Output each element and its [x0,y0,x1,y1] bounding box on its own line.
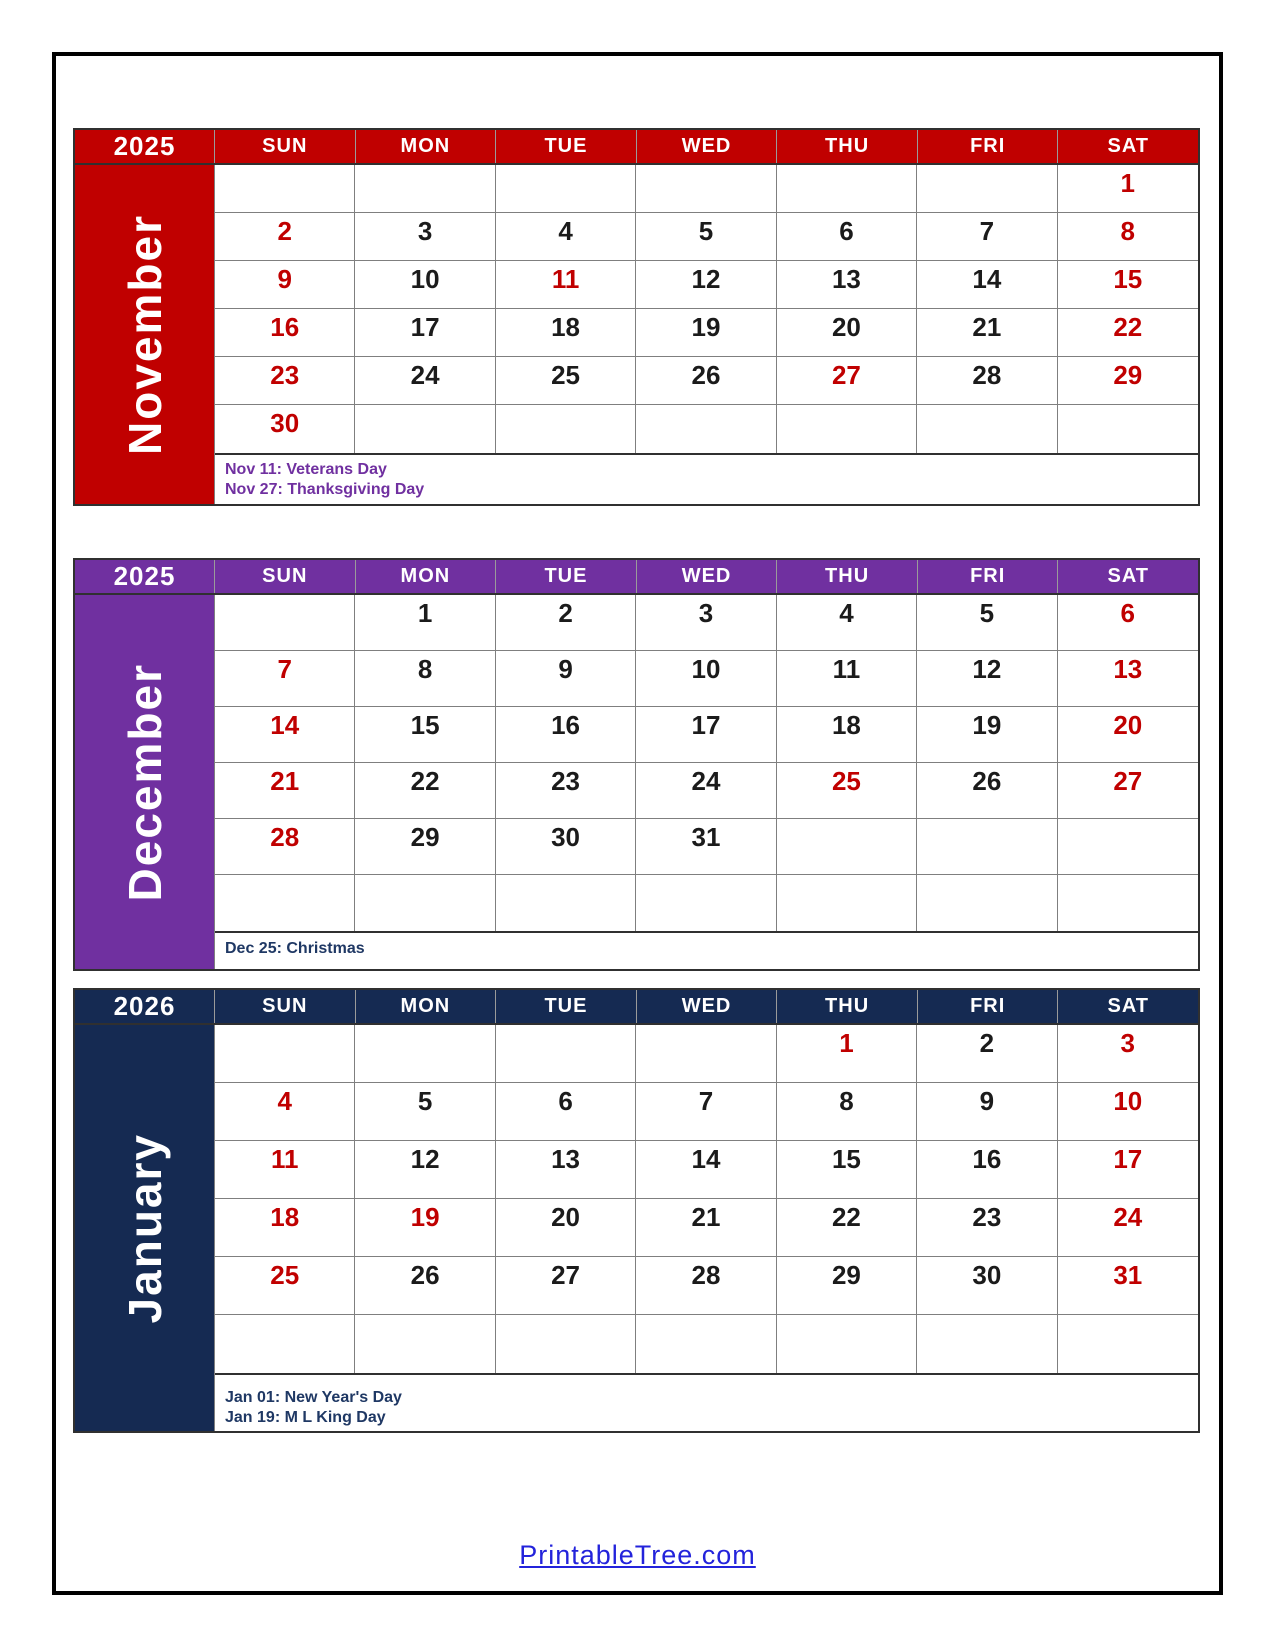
weekday-header-mon: MON [356,560,497,593]
month-name-vertical: November [118,214,171,455]
day-cell: 1 [1058,165,1198,213]
day-cell: 28 [917,357,1057,405]
day-cell-empty [917,875,1057,931]
weekday-header-row [75,560,1198,595]
day-cell: 22 [355,763,495,819]
month-name-vertical: January [118,1132,171,1324]
date-grid [215,595,1198,931]
day-cell: 17 [1058,1141,1198,1199]
month-body [75,595,1198,969]
day-cell-empty [636,1025,776,1083]
month-name-block [75,595,215,969]
day-cell: 5 [636,213,776,261]
month-name-block [75,1025,215,1431]
day-cell: 15 [1058,261,1198,309]
day-cell-empty [355,1025,495,1083]
holiday-note-line: Nov 27: Thanksgiving Day [225,481,425,498]
month-name-vertical: December [118,662,171,902]
weekday-header-row [75,130,1198,165]
page-footer [0,1540,1275,1571]
weekday-header-row [75,990,1198,1025]
day-cell: 17 [355,309,495,357]
day-cell: 6 [496,1083,636,1141]
day-cell-empty [636,875,776,931]
day-cell: 7 [917,213,1057,261]
day-cell: 1 [777,1025,917,1083]
day-cell: 30 [496,819,636,875]
day-cell: 24 [636,763,776,819]
day-cell: 4 [496,213,636,261]
day-cell: 11 [215,1141,355,1199]
day-cell: 5 [917,595,1057,651]
day-cell: 18 [496,309,636,357]
holiday-note-line: Nov 11: Veterans Day [225,461,387,478]
day-cell: 19 [917,707,1057,763]
holiday-notes [215,1373,1198,1431]
day-cell: 27 [496,1257,636,1315]
weekday-header-sun: SUN [215,990,356,1023]
day-cell: 30 [917,1257,1057,1315]
day-cell: 30 [215,405,355,453]
day-cell-empty [496,1025,636,1083]
day-cell-empty [917,165,1057,213]
month-body [75,165,1198,504]
day-cell-empty [215,1025,355,1083]
day-cell: 4 [777,595,917,651]
day-cell: 2 [215,213,355,261]
day-cell-empty [215,165,355,213]
day-cell-empty [496,875,636,931]
day-cell-empty [1058,405,1198,453]
holiday-notes [215,453,1198,504]
day-cell-empty [777,819,917,875]
day-cell: 16 [496,707,636,763]
weekday-header-sat: SAT [1058,130,1198,163]
day-cell: 12 [355,1141,495,1199]
date-grid [215,1025,1198,1373]
day-cell: 20 [1058,707,1198,763]
day-cell: 29 [777,1257,917,1315]
day-cell: 25 [215,1257,355,1315]
month-january-2026 [73,988,1200,1433]
day-cell-empty [636,1315,776,1373]
month-grid-area [215,165,1198,504]
day-cell: 8 [355,651,495,707]
day-cell: 18 [215,1199,355,1257]
day-cell-empty [777,405,917,453]
day-cell: 8 [777,1083,917,1141]
day-cell: 20 [496,1199,636,1257]
day-cell: 10 [636,651,776,707]
day-cell: 19 [355,1199,495,1257]
day-cell: 5 [355,1083,495,1141]
day-cell: 15 [355,707,495,763]
day-cell: 11 [496,261,636,309]
day-cell: 2 [496,595,636,651]
day-cell: 16 [917,1141,1057,1199]
footer-link[interactable]: PrintableTree.com [519,1540,756,1570]
day-cell: 18 [777,707,917,763]
holiday-note-line: Dec 25: Christmas [225,940,365,957]
day-cell: 7 [636,1083,776,1141]
weekday-header-wed: WED [637,560,778,593]
day-cell-empty [1058,875,1198,931]
holiday-note-line: Jan 01: New Year's Day [225,1389,402,1406]
day-cell-empty [1058,819,1198,875]
day-cell-empty [215,875,355,931]
weekday-header-tue: TUE [496,560,637,593]
day-cell: 23 [496,763,636,819]
month-body [75,1025,1198,1431]
day-cell: 9 [917,1083,1057,1141]
day-cell: 8 [1058,213,1198,261]
day-cell: 3 [1058,1025,1198,1083]
year-label: 2025 [75,560,215,593]
day-cell-empty [215,595,355,651]
day-cell: 28 [215,819,355,875]
day-cell: 4 [215,1083,355,1141]
day-cell: 6 [1058,595,1198,651]
day-cell: 29 [355,819,495,875]
day-cell: 25 [777,763,917,819]
day-cell-empty [636,405,776,453]
day-cell-empty [496,165,636,213]
year-label: 2026 [75,990,215,1023]
weekday-header-sun: SUN [215,130,356,163]
weekday-header-sat: SAT [1058,990,1198,1023]
day-cell: 6 [777,213,917,261]
day-cell: 21 [917,309,1057,357]
year-label: 2025 [75,130,215,163]
day-cell: 15 [777,1141,917,1199]
day-cell-empty [917,819,1057,875]
weekday-header-fri: FRI [918,560,1059,593]
weekday-header-tue: TUE [496,990,637,1023]
weekday-header-fri: FRI [918,990,1059,1023]
day-cell-empty [636,165,776,213]
day-cell: 29 [1058,357,1198,405]
weekday-header-wed: WED [637,130,778,163]
month-grid-area [215,1025,1198,1431]
day-cell-empty [496,1315,636,1373]
holiday-note-line: Jan 19: M L King Day [225,1409,386,1426]
month-november-2025 [73,128,1200,506]
day-cell: 12 [917,651,1057,707]
day-cell: 16 [215,309,355,357]
day-cell-empty [355,875,495,931]
day-cell: 22 [1058,309,1198,357]
weekday-header-fri: FRI [918,130,1059,163]
day-cell: 21 [636,1199,776,1257]
day-cell: 26 [636,357,776,405]
day-cell: 19 [636,309,776,357]
weekday-header-thu: THU [777,560,918,593]
day-cell-empty [917,405,1057,453]
day-cell-empty [355,405,495,453]
day-cell-empty [1058,1315,1198,1373]
day-cell-empty [215,1315,355,1373]
day-cell: 12 [636,261,776,309]
day-cell: 3 [636,595,776,651]
day-cell: 13 [777,261,917,309]
day-cell: 26 [355,1257,495,1315]
day-cell: 14 [917,261,1057,309]
day-cell: 2 [917,1025,1057,1083]
day-cell: 20 [777,309,917,357]
day-cell: 27 [1058,763,1198,819]
month-grid-area [215,595,1198,969]
weekday-header-sun: SUN [215,560,356,593]
month-december-2025 [73,558,1200,971]
day-cell: 17 [636,707,776,763]
weekday-header-thu: THU [777,990,918,1023]
day-cell: 13 [496,1141,636,1199]
day-cell: 31 [1058,1257,1198,1315]
weekday-header-mon: MON [356,990,497,1023]
day-cell: 31 [636,819,776,875]
day-cell-empty [355,1315,495,1373]
day-cell: 14 [636,1141,776,1199]
day-cell-empty [917,1315,1057,1373]
day-cell: 28 [636,1257,776,1315]
month-name-block [75,165,215,504]
day-cell: 27 [777,357,917,405]
weekday-header-thu: THU [777,130,918,163]
day-cell: 11 [777,651,917,707]
day-cell: 7 [215,651,355,707]
day-cell: 25 [496,357,636,405]
day-cell: 23 [917,1199,1057,1257]
day-cell: 10 [355,261,495,309]
day-cell: 14 [215,707,355,763]
day-cell: 26 [917,763,1057,819]
day-cell-empty [777,1315,917,1373]
day-cell: 9 [496,651,636,707]
day-cell: 24 [1058,1199,1198,1257]
weekday-header-tue: TUE [496,130,637,163]
holiday-notes [215,931,1198,969]
day-cell: 10 [1058,1083,1198,1141]
day-cell-empty [496,405,636,453]
day-cell: 24 [355,357,495,405]
date-grid [215,165,1198,453]
day-cell: 23 [215,357,355,405]
day-cell: 1 [355,595,495,651]
day-cell: 22 [777,1199,917,1257]
day-cell-empty [777,875,917,931]
day-cell: 9 [215,261,355,309]
weekday-header-wed: WED [637,990,778,1023]
day-cell-empty [777,165,917,213]
day-cell: 21 [215,763,355,819]
day-cell-empty [355,165,495,213]
weekday-header-mon: MON [356,130,497,163]
day-cell: 3 [355,213,495,261]
day-cell: 13 [1058,651,1198,707]
weekday-header-sat: SAT [1058,560,1198,593]
